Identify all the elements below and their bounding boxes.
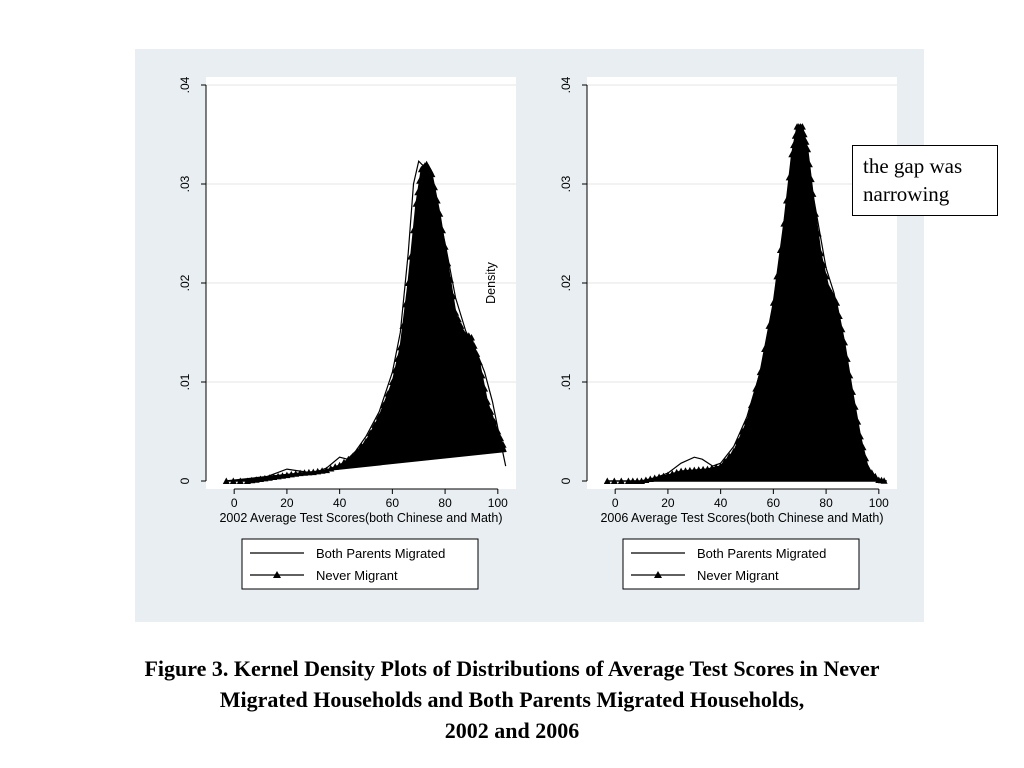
caption-line-2: Migrated Households and Both Parents Migrated Households, <box>219 687 805 712</box>
legend-label-never-migrant: Never Migrant <box>697 568 779 583</box>
x-tick-label: 80 <box>438 496 452 510</box>
x-tick-label: 100 <box>868 496 889 510</box>
annotation-line-2: narrowing <box>863 182 950 206</box>
x-tick-label: 100 <box>487 496 508 510</box>
x-tick-label: 0 <box>611 496 619 510</box>
legend-label-both-parents: Both Parents Migrated <box>316 546 446 561</box>
legend-label-both-parents: Both Parents Migrated <box>697 546 827 561</box>
x-tick-label: 60 <box>385 496 400 510</box>
y-tick-label: .01 <box>178 373 193 391</box>
y-tick-label: .01 <box>559 373 574 391</box>
y-tick-label: .04 <box>178 76 193 94</box>
y-tick-label: 0 <box>178 477 193 485</box>
chart-2002 <box>178 76 516 589</box>
x-tick-label: 40 <box>332 496 347 510</box>
annotation-line-1: the gap was <box>863 154 963 178</box>
x-axis-title: 2006 Average Test Scores(both Chinese and Math) <box>600 511 884 525</box>
y-tick-label: 0 <box>559 477 574 485</box>
x-tick-label: 60 <box>766 496 781 510</box>
caption-line-3: 2002 and 2006 <box>444 718 580 743</box>
y-tick-label: .03 <box>178 175 193 193</box>
y-tick-label: .02 <box>178 274 193 292</box>
x-axis-title: 2002 Average Test Scores(both Chinese and Math) <box>219 511 503 525</box>
y-tick-label: .02 <box>559 274 574 292</box>
y-axis-title: Density <box>484 262 498 304</box>
legend-label-never-migrant: Never Migrant <box>316 568 398 583</box>
x-tick-label: 40 <box>713 496 728 510</box>
x-tick-label: 0 <box>230 496 238 510</box>
y-tick-label: .03 <box>559 175 574 193</box>
figure-caption <box>40 653 984 746</box>
x-tick-label: 20 <box>280 496 294 510</box>
chart-2006 <box>559 76 897 589</box>
annotation-box <box>852 145 998 216</box>
caption-line-1: Figure 3. Kernel Density Plots of Distributions of Average Test Scores in Never <box>144 656 880 681</box>
x-tick-label: 20 <box>661 496 675 510</box>
x-tick-label: 80 <box>819 496 833 510</box>
y-tick-label: .04 <box>559 76 574 94</box>
